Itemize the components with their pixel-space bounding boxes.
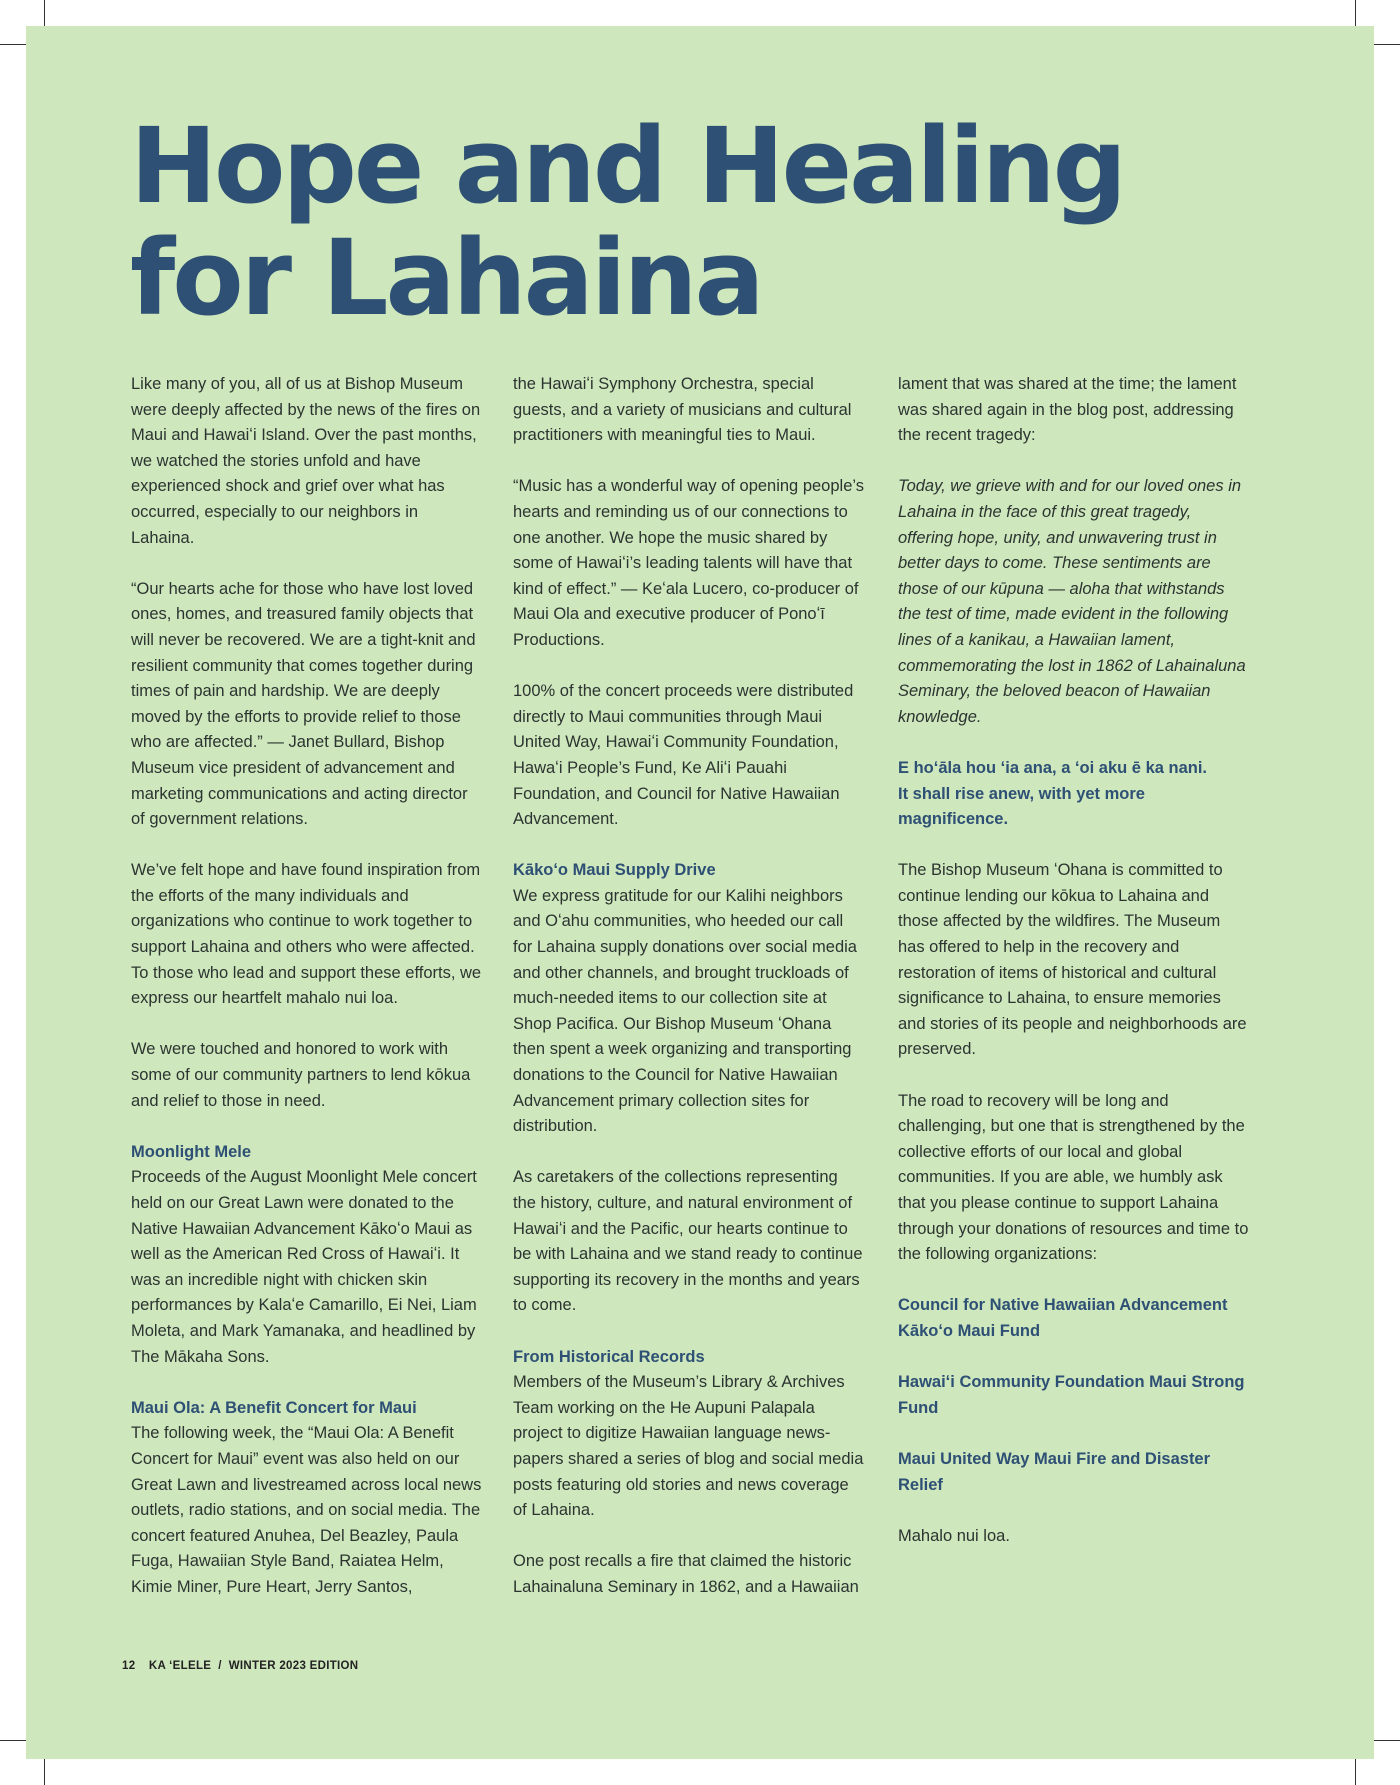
column-1 xyxy=(131,372,483,1601)
section-supply-drive xyxy=(513,858,865,1140)
paragraph: Members of the Museum’s Library & Archives Team working on the He Aupuni Palapala project to digitize Hawaiian language news-papers shared a series of blog and social media posts featuring old stories and news coverage of Lahaina. xyxy=(513,1373,864,1520)
paragraph: The road to recovery will be long and challenging, but one that is strengthened by the collective efforts of our local and global communities. If you are able, we humbly ask that you please continue to support Lahaina through your donations of resources and time to the following organizations: xyxy=(898,1091,1249,1264)
paragraph: The following week, the “Maui Ola: A Benefit Concert for Maui” event was also held on our Great Lawn and livestreamed across local news outlets, radio stations, and on social media. The concert featured Anuhea, Del Beazley, Paula Fuga, Hawaiian Style Band, Raiatea Helm, Kimie Miner, Pure Heart, Jerry Santos, xyxy=(131,1424,482,1596)
paragraph: We’ve felt hope and have found inspiration from the efforts of the many individuals and organizations who continue to work together to support Lahaina and others who were affected. To those who lead and support these efforts, we express our heartfelt mahalo nui loa. xyxy=(131,861,482,1008)
column-2 xyxy=(513,372,865,1601)
paragraph: The Bishop Museum ʻOhana is committed to continue lending our kōkua to Lahaina and those affected by the wildfires. The Museum has offered to help in the recovery and restoration of items of historical and cultural significance to Lahaina, to ensure memories and stories of its people and neighborhoods are preserved. xyxy=(898,861,1247,1059)
italic-quote: Today, we grieve with and for our loved ones in Lahaina in the face of this great tragedy, offering hope, unity, and unwavering trust in better days to come. These sentiments are those of our kūpuna — aloha that withstands the test of time, made evident in the following lines of a kanikau, a Hawaiian lament, commemorating the lost in 1862 of Lahainaluna Seminary, the beloved beacon of Hawaiian knowledge. xyxy=(898,477,1246,726)
hawaiian-lament-quote xyxy=(898,756,1250,833)
paragraph: We express gratitude for our Kalihi neighbors and Oʻahu communities, who heeded our call for Lahaina supply donations over social media and other channels, and brought truckloads of much-needed items to our collection site at Shop Pacifica. Our Bishop Museum ʻOhana then spent a week organizing and transporting donations to the Council for Native Hawaiian Advancement primary collection sites for distribution. xyxy=(513,886,857,1136)
article-title xyxy=(130,105,1125,339)
section-heading: Moonlight Mele xyxy=(131,1142,252,1161)
closing-line: Mahalo nui loa. xyxy=(898,1526,1010,1545)
section-heading: Maui Ola: A Benefit Concert for Maui xyxy=(131,1398,417,1417)
crop-mark xyxy=(1370,44,1400,45)
section-moonlight-mele xyxy=(131,1140,483,1370)
section-heading: Kākoʻo Maui Supply Drive xyxy=(513,861,716,880)
paragraph: lament that was shared at the time; the lament was shared again in the blog post, addressing the recent tragedy: xyxy=(898,375,1237,445)
section-maui-ola xyxy=(131,1396,483,1601)
column-3 xyxy=(898,372,1250,1549)
paragraph: Proceeds of the August Moonlight Mele concert held on our Great Lawn were donated to the Native Hawaiian Advancement Kākoʻo Maui as well as the American Red Cross of Hawaiʻi. It was an incredible night with chicken skin performances by Kalaʻe Camarillo, Ei Nei, Liam Moleta, and Mark Yamanaka, and headlined by The Mākaha Sons. xyxy=(131,1168,477,1366)
organization-fund: Kākoʻo Maui Fund xyxy=(898,1321,1041,1340)
organization-2: Hawaiʻi Community Foundation Maui Strong Fund xyxy=(898,1373,1245,1417)
title-line-2: for Lahaina xyxy=(130,217,762,339)
paragraph: 100% of the concert proceeds were distributed directly to Maui communities through Maui United Way, Hawaiʻi Community Foundation, Hawaʻi People’s Fund, Ke Aliʻi Pauahi Foundation, and Council for Native Hawaiian Advancement. xyxy=(513,682,854,829)
magazine-page xyxy=(26,26,1374,1759)
crop-mark xyxy=(1355,1755,1356,1785)
quote-english: It shall rise anew, with yet more magnificence. xyxy=(898,784,1145,829)
paragraph: One post recalls a fire that claimed the historic Lahainaluna Seminary in 1862, and a Hawaiian xyxy=(513,1552,859,1596)
section-historical-records xyxy=(513,1345,865,1524)
quote-hawaiian: E hoʻāla hou ʻia ana, a ʻoi aku ē ka nani. xyxy=(898,758,1208,777)
crop-mark xyxy=(44,1755,45,1785)
page-number: 12 xyxy=(122,1660,136,1672)
organization-1 xyxy=(898,1293,1250,1344)
organization-3: Maui United Way Maui Fire and Disaster Relief xyxy=(898,1449,1211,1494)
paragraph: We were touched and honored to work with some of our community partners to lend kōkua and relief to those in need. xyxy=(131,1040,471,1110)
crop-mark xyxy=(1370,1740,1400,1741)
page-footer xyxy=(122,1660,368,1672)
publication-name: KA ʻELELE / WINTER 2023 EDITION xyxy=(148,1660,359,1672)
paragraph: As caretakers of the collections representing the history, culture, and natural environment of Hawaiʻi and the Pacific, our hearts continue to be with Lahaina and we stand ready to continue supporting its recovery in the months and years to come. xyxy=(513,1168,863,1315)
paragraph: “Music has a wonderful way of opening people’s hearts and reminding us of our connections to one another. We hope the music shared by some of Hawaiʻi’s leading talents will have that kind of effect.” — Keʻala Lucero, co-producer of Maui Ola and executive producer of Ponoʻī Productions. xyxy=(513,477,864,649)
title-line-1: Hope and Healing xyxy=(130,105,1125,227)
paragraph: “Our hearts ache for those who have lost loved ones, homes, and treasured family objects that will never be recovered. We are a tight-knit and resilient community that comes together during times of pain and hardship. We are deeply moved by the efforts to provide relief to those who are affected.” — Janet Bullard, Bishop Museum vice president of advancement and marketing communications and acting director of government relations. xyxy=(131,579,476,829)
paragraph: Like many of you, all of us at Bishop Museum were deeply affected by the news of the fires on Maui and Hawaiʻi Island. Over the past months, we watched the stories unfold and have experienced shock and grief over what has occurred, especially to our neighbors in Lahaina. xyxy=(131,375,481,547)
paragraph: the Hawaiʻi Symphony Orchestra, special guests, and a variety of musicians and cultural practitioners with meaningful ties to Maui. xyxy=(513,375,852,445)
section-heading: From Historical Records xyxy=(513,1347,705,1366)
organization-name: Council for Native Hawaiian Advancement xyxy=(898,1296,1228,1315)
